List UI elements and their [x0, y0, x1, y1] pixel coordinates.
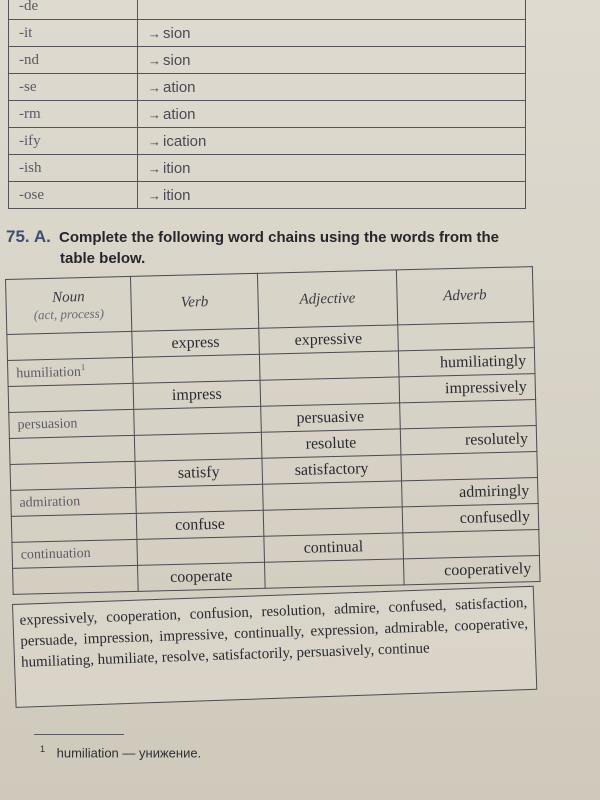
- word-bank: expressively, cooperation, confusion, resolution, admire, confused, satisfaction, persuade, impression, impressive, continually, expression, admirable, cooperative, humiliating, humiliate, resolve, satisfactorily, persuasively, continue: [12, 586, 537, 708]
- verb-word: express: [171, 333, 220, 352]
- noun-word: continuation: [20, 545, 91, 563]
- suffix-cell: -rm: [9, 101, 138, 128]
- noun-word: admiration: [19, 493, 81, 511]
- suffix-table-body: [9, 0, 526, 209]
- arrow-right-icon: →: [148, 160, 161, 176]
- footnote-marker: 1: [40, 744, 46, 754]
- cell-noun: [8, 383, 134, 412]
- verb-word: satisfy: [177, 463, 220, 482]
- cell-adjective: [263, 507, 402, 536]
- suffix-cell: -ose: [9, 182, 138, 209]
- adjective-word: persuasive: [296, 407, 365, 427]
- cell-adverb: [401, 478, 538, 507]
- suffix-row: [9, 0, 526, 20]
- verb-word: cooperate: [169, 567, 233, 586]
- header-noun: [6, 276, 132, 334]
- suffix-result-cell: [138, 155, 526, 182]
- arrow-right-icon: →: [148, 79, 161, 95]
- cell-verb: [132, 354, 260, 383]
- suffix-result: ition: [163, 159, 191, 177]
- exercise-letter: A.: [33, 227, 51, 246]
- cell-noun: [13, 565, 139, 594]
- header-adjective: Adjective: [257, 270, 397, 328]
- noun-word: persuasion: [17, 415, 78, 433]
- suffix-cell: -ish: [9, 155, 138, 182]
- arrow-right-icon: →: [148, 52, 161, 68]
- cell-verb: [132, 328, 260, 357]
- exercise-number: 75.: [6, 227, 30, 246]
- footnote-divider: [34, 734, 124, 735]
- suffix-cell: -it: [9, 20, 138, 47]
- suffix-result-cell: [138, 182, 526, 209]
- footnote-translation: — унижение.: [122, 745, 202, 761]
- word-chain-table: [5, 266, 541, 595]
- suffix-row: [9, 74, 526, 101]
- adverb-word: humiliatingly: [439, 351, 527, 371]
- cell-verb: [134, 406, 262, 435]
- suffix-cell: -nd: [9, 47, 138, 74]
- suffix-row: [9, 128, 526, 155]
- suffix-result-cell: [138, 20, 526, 47]
- cell-verb: [136, 510, 264, 539]
- arrow-right-icon: →: [148, 133, 161, 149]
- suffix-result: ition: [163, 186, 191, 204]
- cell-adverb: [399, 374, 536, 403]
- suffix-cell: -ify: [9, 128, 138, 155]
- suffix-result-cell: [138, 74, 526, 101]
- header-noun-sub: (act, process): [33, 305, 105, 322]
- cell-adjective: [264, 559, 403, 588]
- suffix-row: [9, 20, 526, 47]
- cell-adverb: [398, 348, 535, 377]
- cell-noun: [12, 539, 138, 568]
- suffix-result-cell: [138, 0, 526, 20]
- cell-noun: [9, 435, 135, 464]
- header-verb: Verb: [130, 273, 258, 331]
- footnote-term: humiliation: [56, 745, 119, 761]
- cell-noun: [7, 331, 133, 360]
- cell-adverb: [400, 426, 537, 455]
- cell-verb: [137, 536, 265, 565]
- adverb-word: resolutely: [464, 429, 529, 449]
- adjective-word: continual: [303, 537, 364, 557]
- suffix-cell: -se: [9, 74, 138, 101]
- cell-adjective: [261, 403, 400, 432]
- suffix-table: [8, 0, 526, 209]
- cell-noun: [11, 513, 137, 542]
- cell-adjective: [259, 351, 398, 380]
- header-noun-label: Noun: [52, 288, 85, 306]
- suffix-result: ation: [163, 105, 196, 123]
- verb-word: impress: [171, 385, 222, 404]
- cell-verb: [136, 484, 264, 513]
- adjective-word: expressive: [294, 329, 363, 349]
- suffix-result: ation: [163, 78, 196, 96]
- cell-verb: [134, 432, 262, 461]
- cell-noun: [7, 357, 133, 386]
- suffix-result-cell: [138, 47, 526, 74]
- suffix-row: [9, 155, 526, 182]
- arrow-right-icon: →: [148, 187, 161, 203]
- cell-adverb: [403, 556, 540, 585]
- exercise-instruction-line2: table below.: [60, 250, 146, 267]
- cell-noun: [10, 461, 136, 490]
- adverb-word: impressively: [444, 377, 527, 397]
- adverb-word: admiringly: [458, 481, 530, 501]
- adjective-word: satisfactory: [294, 459, 369, 479]
- suffix-row: [9, 47, 526, 74]
- arrow-right-icon: →: [148, 25, 161, 41]
- cell-adverb: [402, 504, 539, 533]
- verb-word: confuse: [174, 515, 226, 534]
- cell-adverb: [401, 452, 538, 481]
- header-adverb: Adverb: [396, 267, 534, 325]
- word-chain-body: [7, 322, 540, 595]
- cell-adjective: [261, 429, 400, 458]
- suffix-result-cell: [138, 128, 526, 155]
- suffix-result: sion: [163, 24, 191, 42]
- footnote: [40, 744, 201, 760]
- cell-adverb: [399, 400, 536, 429]
- suffix-result: sion: [163, 51, 191, 69]
- adverb-word: cooperatively: [443, 559, 532, 579]
- suffix-result-cell: [138, 101, 526, 128]
- exercise-heading: [6, 226, 546, 269]
- cell-noun: [9, 409, 135, 438]
- cell-adjective: [259, 325, 398, 354]
- suffix-row: [9, 182, 526, 209]
- cell-adjective: [262, 481, 401, 510]
- footnote-reference: 1: [80, 362, 86, 373]
- cell-verb: [135, 458, 263, 487]
- adjective-word: resolute: [305, 433, 357, 453]
- noun-word: humiliation: [16, 365, 82, 382]
- cell-adverb: [403, 530, 540, 559]
- suffix-result: ication: [163, 132, 207, 150]
- cell-adverb: [397, 322, 534, 351]
- cell-verb: [138, 562, 266, 591]
- cell-adjective: [262, 455, 401, 484]
- arrow-right-icon: →: [148, 106, 161, 122]
- cell-adjective: [264, 533, 403, 562]
- cell-verb: [133, 380, 261, 409]
- cell-adjective: [260, 377, 399, 406]
- suffix-cell: -de: [9, 0, 138, 20]
- exercise-instruction-line1: Complete the following word chains using the words from the: [58, 229, 500, 246]
- suffix-row: [9, 101, 526, 128]
- adverb-word: confusedly: [459, 507, 531, 527]
- cell-noun: [11, 487, 137, 516]
